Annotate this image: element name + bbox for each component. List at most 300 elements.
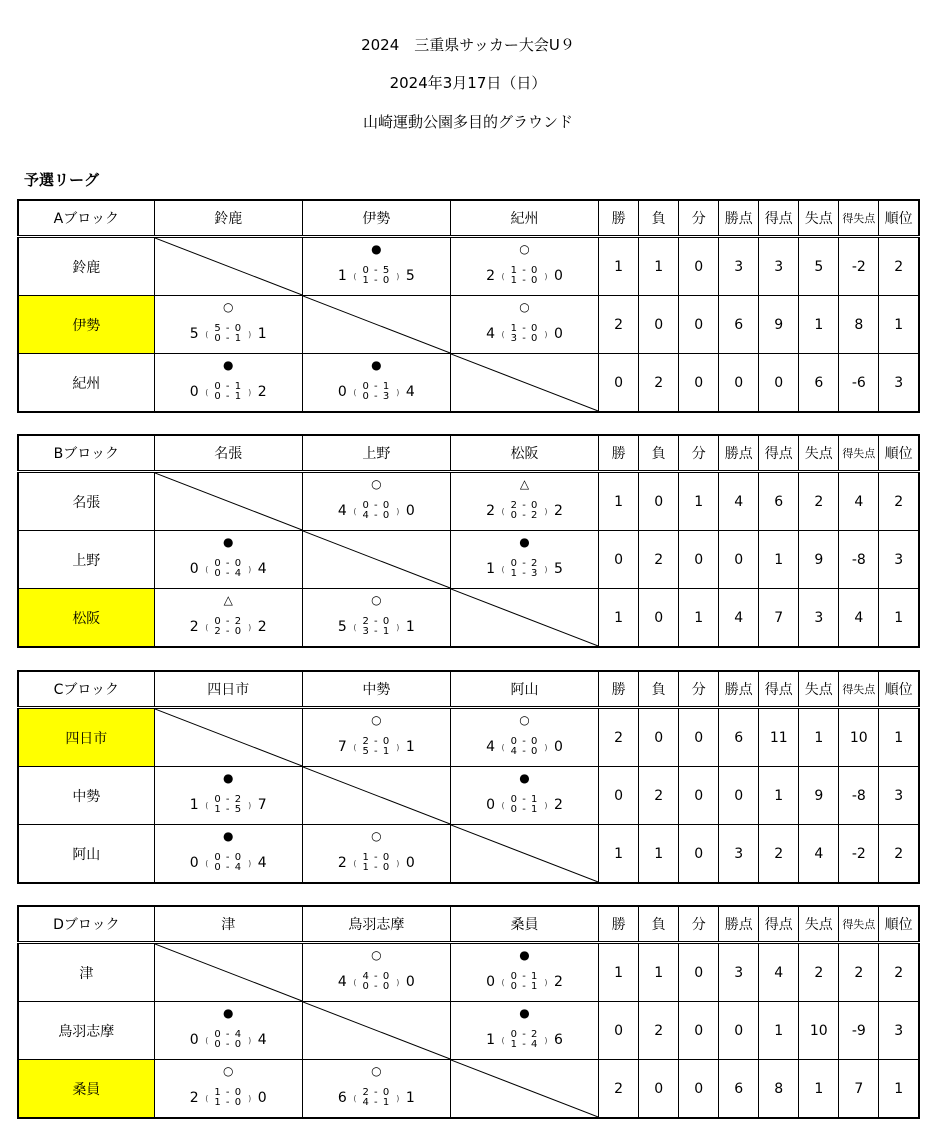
first-half-score: 0 - 5 xyxy=(362,265,391,276)
paren-close: ) xyxy=(248,800,252,810)
opponent-header: 鳥羽志摩 xyxy=(302,906,450,943)
half-scores xyxy=(214,853,242,873)
stat-header: 得失点 xyxy=(839,435,879,472)
stat-value: 9 xyxy=(759,296,799,354)
second-half-score: 0 - 3 xyxy=(362,391,391,402)
result-mark: ● xyxy=(371,242,382,256)
team-name: 紀州 xyxy=(18,354,154,413)
stat-header: 順位 xyxy=(879,671,919,708)
group-table xyxy=(17,670,920,884)
first-half-score: 2 - 0 xyxy=(362,616,391,627)
paren-close: ) xyxy=(396,271,400,281)
paren-open: ( xyxy=(205,1035,209,1045)
stat-value: 0 xyxy=(719,531,759,589)
stat-value: 0 xyxy=(759,354,799,413)
half-scores xyxy=(363,617,391,637)
first-half-score: 4 - 0 xyxy=(362,971,391,982)
first-half-score: 1 - 0 xyxy=(214,1087,243,1098)
stat-value: 2 xyxy=(639,1002,679,1060)
paren-close: ) xyxy=(396,977,400,987)
stat-value: 4 xyxy=(719,589,759,648)
stat-value: 3 xyxy=(719,943,759,1002)
stat-value: -2 xyxy=(839,825,879,884)
result-mark: ○ xyxy=(371,829,382,843)
result-mark: ○ xyxy=(371,593,382,607)
match-result-cell xyxy=(302,237,450,296)
stat-value: 3 xyxy=(879,531,919,589)
half-scores xyxy=(511,559,539,579)
paren-close: ) xyxy=(396,1093,400,1103)
stat-value: 10 xyxy=(839,708,879,767)
paren-close: ) xyxy=(544,977,548,987)
second-half-score: 1 - 4 xyxy=(510,1039,539,1050)
goals-against: 2 xyxy=(554,503,563,519)
stat-value: -6 xyxy=(839,354,879,413)
half-scores xyxy=(511,972,539,992)
group-name: Bブロック xyxy=(18,435,154,472)
paren-open: ( xyxy=(205,1093,209,1103)
self-match-cell xyxy=(302,296,450,354)
match-result-cell xyxy=(450,708,598,767)
paren-open: ( xyxy=(353,977,357,987)
group-table xyxy=(17,905,920,1119)
opponent-header: 阿山 xyxy=(450,671,598,708)
stat-header: 失点 xyxy=(799,671,839,708)
paren-open: ( xyxy=(353,858,357,868)
stat-value: 4 xyxy=(719,472,759,531)
half-scores xyxy=(363,1088,391,1108)
paren-close: ) xyxy=(248,1035,252,1045)
goals-for: 2 xyxy=(486,268,495,284)
stat-value: 11 xyxy=(759,708,799,767)
stat-value: 6 xyxy=(719,708,759,767)
stat-header: 勝 xyxy=(599,435,639,472)
paren-open: ( xyxy=(205,387,209,397)
half-scores xyxy=(363,266,391,286)
paren-close: ) xyxy=(248,387,252,397)
match-result-cell xyxy=(154,296,302,354)
group-table xyxy=(17,434,920,648)
stat-value: 5 xyxy=(799,237,839,296)
goals-for: 4 xyxy=(486,326,495,342)
stat-value: 1 xyxy=(799,708,839,767)
goals-for: 0 xyxy=(189,1032,199,1048)
first-half-score: 0 - 0 xyxy=(362,500,391,511)
stat-value: 0 xyxy=(719,767,759,825)
second-half-score: 0 - 0 xyxy=(362,981,391,992)
first-half-score: 0 - 1 xyxy=(510,794,539,805)
team-name: 中勢 xyxy=(18,767,154,825)
half-scores xyxy=(363,737,391,757)
paren-open: ( xyxy=(501,977,505,987)
stat-value: 2 xyxy=(879,237,919,296)
result-mark: ○ xyxy=(222,300,234,314)
first-half-score: 2 - 0 xyxy=(362,1087,391,1098)
stat-value: 1 xyxy=(599,589,639,648)
paren-close: ) xyxy=(396,622,400,632)
goals-against: 5 xyxy=(554,561,563,577)
stat-value: 3 xyxy=(719,237,759,296)
half-scores xyxy=(511,737,539,757)
match-result-cell xyxy=(450,531,598,589)
stat-value: 0 xyxy=(679,943,719,1002)
stat-value: 1 xyxy=(879,1060,919,1119)
second-half-score: 1 - 0 xyxy=(510,275,539,286)
stat-header: 分 xyxy=(679,906,719,943)
diagonal-line xyxy=(303,767,450,824)
goals-against: 0 xyxy=(405,974,415,990)
stat-value: 4 xyxy=(759,943,799,1002)
result-mark: ○ xyxy=(371,713,382,727)
stat-value: 0 xyxy=(599,531,639,589)
goals-for: 6 xyxy=(337,1090,347,1106)
table-header-row xyxy=(18,671,919,708)
half-scores xyxy=(214,382,242,402)
stat-value: 3 xyxy=(719,825,759,884)
stat-value: 6 xyxy=(719,296,759,354)
team-name: 名張 xyxy=(18,472,154,531)
first-half-score: 1 - 0 xyxy=(510,265,539,276)
stat-value: 6 xyxy=(799,354,839,413)
stat-value: 8 xyxy=(759,1060,799,1119)
opponent-header: 桑員 xyxy=(450,906,598,943)
first-half-score: 0 - 1 xyxy=(510,971,539,982)
goals-for: 5 xyxy=(337,619,347,635)
match-result-cell xyxy=(450,296,598,354)
second-half-score: 1 - 3 xyxy=(510,568,539,579)
first-half-score: 1 - 0 xyxy=(510,323,539,334)
stat-header: 負 xyxy=(639,906,679,943)
result-mark: ● xyxy=(519,1006,530,1020)
second-half-score: 0 - 2 xyxy=(510,510,539,521)
goals-for: 5 xyxy=(189,326,199,342)
team-name: 津 xyxy=(18,943,154,1002)
half-scores xyxy=(214,324,242,344)
table-header-row xyxy=(18,435,919,472)
second-half-score: 5 - 1 xyxy=(362,746,391,757)
stat-value: 0 xyxy=(639,1060,679,1119)
stat-header: 順位 xyxy=(879,906,919,943)
match-result-cell xyxy=(302,589,450,648)
stat-value: 2 xyxy=(639,767,679,825)
result-mark: ● xyxy=(222,771,234,785)
stat-value: 0 xyxy=(679,531,719,589)
second-half-score: 0 - 4 xyxy=(214,568,243,579)
team-row xyxy=(18,767,919,825)
match-result-cell xyxy=(450,767,598,825)
paren-close: ) xyxy=(396,387,400,397)
opponent-header: 鈴鹿 xyxy=(154,200,302,237)
goals-against: 6 xyxy=(554,1032,563,1048)
match-result-cell xyxy=(302,354,450,413)
section-title: 予選リーグ xyxy=(24,171,100,189)
stat-header: 得点 xyxy=(759,200,799,237)
table-header-row xyxy=(18,906,919,943)
stat-header: 失点 xyxy=(799,906,839,943)
opponent-header: 上野 xyxy=(302,435,450,472)
stat-value: 0 xyxy=(679,354,719,413)
paren-close: ) xyxy=(544,506,548,516)
stat-value: 2 xyxy=(839,943,879,1002)
diagonal-line xyxy=(451,825,598,882)
goals-against: 1 xyxy=(405,1090,415,1106)
first-half-score: 0 - 2 xyxy=(214,794,243,805)
stat-header: 勝点 xyxy=(719,671,759,708)
stat-value: 2 xyxy=(879,472,919,531)
paren-close: ) xyxy=(396,858,400,868)
first-half-score: 2 - 0 xyxy=(362,736,391,747)
match-result-cell xyxy=(154,531,302,589)
match-result-cell xyxy=(154,767,302,825)
match-result-cell xyxy=(154,589,302,648)
half-scores xyxy=(511,324,539,344)
team-name: 阿山 xyxy=(18,825,154,884)
stat-value: 1 xyxy=(879,589,919,648)
stat-value: 4 xyxy=(839,589,879,648)
opponent-header: 松阪 xyxy=(450,435,598,472)
self-match-cell xyxy=(154,237,302,296)
goals-for: 4 xyxy=(486,739,495,755)
stat-value: 1 xyxy=(879,708,919,767)
second-half-score: 0 - 4 xyxy=(214,862,243,873)
paren-open: ( xyxy=(353,622,357,632)
half-scores xyxy=(511,795,539,815)
goals-against: 2 xyxy=(257,384,267,400)
second-half-score: 0 - 0 xyxy=(214,1039,243,1050)
stat-value: 3 xyxy=(879,354,919,413)
paren-close: ) xyxy=(248,1093,252,1103)
stat-value: 3 xyxy=(799,589,839,648)
stat-header: 勝点 xyxy=(719,435,759,472)
team-name: 上野 xyxy=(18,531,154,589)
first-half-score: 0 - 1 xyxy=(362,381,391,392)
team-name: 四日市 xyxy=(18,708,154,767)
self-match-cell xyxy=(302,1002,450,1060)
paren-close: ) xyxy=(396,742,400,752)
second-half-score: 0 - 1 xyxy=(214,333,243,344)
self-match-cell xyxy=(302,531,450,589)
half-scores xyxy=(511,501,539,521)
stat-header: 得点 xyxy=(759,435,799,472)
team-row xyxy=(18,1060,919,1119)
goals-against: 4 xyxy=(257,1032,267,1048)
half-scores xyxy=(363,972,391,992)
stat-value: -8 xyxy=(839,531,879,589)
goals-against: 1 xyxy=(405,619,415,635)
tournament-date: 2024年3月17日（日） xyxy=(389,74,547,92)
team-row xyxy=(18,531,919,589)
paren-close: ) xyxy=(248,622,252,632)
goals-against: 0 xyxy=(257,1090,267,1106)
result-mark: ● xyxy=(371,358,382,372)
half-scores xyxy=(363,853,391,873)
stat-value: 7 xyxy=(839,1060,879,1119)
goals-for: 0 xyxy=(189,384,199,400)
stat-header: 分 xyxy=(679,200,719,237)
paren-open: ( xyxy=(353,742,357,752)
stat-value: 1 xyxy=(639,825,679,884)
paren-open: ( xyxy=(205,564,209,574)
opponent-header: 名張 xyxy=(154,435,302,472)
stat-value: -9 xyxy=(839,1002,879,1060)
first-half-score: 0 - 0 xyxy=(214,558,243,569)
stat-value: 0 xyxy=(679,296,719,354)
stat-value: 2 xyxy=(599,296,639,354)
paren-open: ( xyxy=(353,506,357,516)
stat-value: 0 xyxy=(599,1002,639,1060)
stat-header: 勝 xyxy=(599,200,639,237)
paren-close: ) xyxy=(248,858,252,868)
second-half-score: 0 - 1 xyxy=(510,981,539,992)
half-scores xyxy=(214,1088,242,1108)
stat-value: 0 xyxy=(599,354,639,413)
stat-value: 2 xyxy=(879,943,919,1002)
self-match-cell xyxy=(154,943,302,1002)
stat-header: 得失点 xyxy=(839,671,879,708)
paren-close: ) xyxy=(544,564,548,574)
stat-value: 1 xyxy=(599,943,639,1002)
stat-value: 1 xyxy=(759,531,799,589)
paren-open: ( xyxy=(205,800,209,810)
result-mark: ○ xyxy=(371,477,382,491)
stat-value: 1 xyxy=(599,825,639,884)
self-match-cell xyxy=(154,708,302,767)
goals-for: 0 xyxy=(189,855,199,871)
team-row xyxy=(18,354,919,413)
second-half-score: 1 - 0 xyxy=(362,862,391,873)
opponent-header: 紀州 xyxy=(450,200,598,237)
self-match-cell xyxy=(450,825,598,884)
team-name: 松阪 xyxy=(18,589,154,648)
stat-value: 2 xyxy=(599,708,639,767)
self-match-cell xyxy=(450,1060,598,1119)
self-match-cell xyxy=(154,472,302,531)
first-half-score: 0 - 2 xyxy=(214,616,243,627)
goals-against: 7 xyxy=(257,797,267,813)
stat-header: 順位 xyxy=(879,435,919,472)
second-half-score: 0 - 1 xyxy=(510,804,539,815)
group-name: Cブロック xyxy=(18,671,154,708)
goals-against: 0 xyxy=(405,855,415,871)
stat-value: 9 xyxy=(799,767,839,825)
stat-header: 順位 xyxy=(879,200,919,237)
second-half-score: 4 - 0 xyxy=(510,746,539,757)
goals-against: 2 xyxy=(257,619,267,635)
stat-header: 得点 xyxy=(759,671,799,708)
goals-against: 0 xyxy=(554,739,563,755)
result-mark: ● xyxy=(222,535,234,549)
team-row xyxy=(18,708,919,767)
half-scores xyxy=(214,559,242,579)
stat-value: 6 xyxy=(719,1060,759,1119)
goals-for: 1 xyxy=(189,797,199,813)
result-mark: ● xyxy=(519,771,530,785)
stat-value: 10 xyxy=(799,1002,839,1060)
result-mark: ○ xyxy=(519,242,530,256)
paren-open: ( xyxy=(353,1093,357,1103)
diagonal-line xyxy=(155,473,302,530)
paren-close: ) xyxy=(544,1035,548,1045)
stat-value: 1 xyxy=(759,767,799,825)
second-half-score: 1 - 0 xyxy=(214,1097,243,1108)
first-half-score: 0 - 2 xyxy=(510,1029,539,1040)
opponent-header: 四日市 xyxy=(154,671,302,708)
goals-against: 5 xyxy=(405,268,415,284)
match-result-cell xyxy=(450,1002,598,1060)
stat-value: 4 xyxy=(799,825,839,884)
half-scores xyxy=(363,382,391,402)
diagonal-line xyxy=(155,238,302,295)
paren-open: ( xyxy=(205,858,209,868)
goals-against: 2 xyxy=(554,974,563,990)
stat-value: 1 xyxy=(759,1002,799,1060)
diagonal-line xyxy=(303,296,450,353)
goals-against: 2 xyxy=(554,797,563,813)
stat-header: 失点 xyxy=(799,435,839,472)
group-table xyxy=(17,199,920,413)
stat-header: 得点 xyxy=(759,906,799,943)
goals-against: 1 xyxy=(257,326,267,342)
diagonal-line xyxy=(303,1002,450,1059)
half-scores xyxy=(214,617,242,637)
stat-value: 0 xyxy=(679,237,719,296)
match-result-cell xyxy=(302,943,450,1002)
stat-value: 1 xyxy=(639,943,679,1002)
result-mark: △ xyxy=(223,593,233,607)
result-mark: ○ xyxy=(519,300,530,314)
stat-value: 2 xyxy=(799,943,839,1002)
stat-value: 0 xyxy=(679,708,719,767)
stat-value: 0 xyxy=(639,472,679,531)
team-name: 鈴鹿 xyxy=(18,237,154,296)
second-half-score: 4 - 1 xyxy=(362,1097,391,1108)
stat-value: 9 xyxy=(799,531,839,589)
match-result-cell xyxy=(154,1060,302,1119)
group-name: Dブロック xyxy=(18,906,154,943)
stat-value: 4 xyxy=(839,472,879,531)
second-half-score: 3 - 0 xyxy=(510,333,539,344)
result-mark: ○ xyxy=(519,713,530,727)
result-mark: ● xyxy=(519,535,530,549)
tournament-title: 2024 三重県サッカー大会U９ xyxy=(361,36,575,54)
result-mark: ● xyxy=(519,948,530,962)
match-result-cell xyxy=(154,1002,302,1060)
paren-close: ) xyxy=(544,742,548,752)
half-scores xyxy=(214,795,242,815)
stat-value: 3 xyxy=(879,767,919,825)
stat-value: 2 xyxy=(639,531,679,589)
stat-header: 得失点 xyxy=(839,906,879,943)
stat-value: 0 xyxy=(719,354,759,413)
first-half-score: 0 - 2 xyxy=(510,558,539,569)
stat-value: 0 xyxy=(639,708,679,767)
opponent-header: 中勢 xyxy=(302,671,450,708)
paren-open: ( xyxy=(501,271,505,281)
goals-for: 2 xyxy=(486,503,495,519)
match-result-cell xyxy=(302,825,450,884)
paren-close: ) xyxy=(248,329,252,339)
goals-for: 0 xyxy=(486,974,495,990)
self-match-cell xyxy=(450,354,598,413)
match-result-cell xyxy=(302,1060,450,1119)
team-row xyxy=(18,589,919,648)
goals-against: 0 xyxy=(554,268,563,284)
goals-for: 2 xyxy=(337,855,347,871)
half-scores xyxy=(511,266,539,286)
second-half-score: 4 - 0 xyxy=(362,510,391,521)
stat-value: 1 xyxy=(679,589,719,648)
team-name: 鳥羽志摩 xyxy=(18,1002,154,1060)
